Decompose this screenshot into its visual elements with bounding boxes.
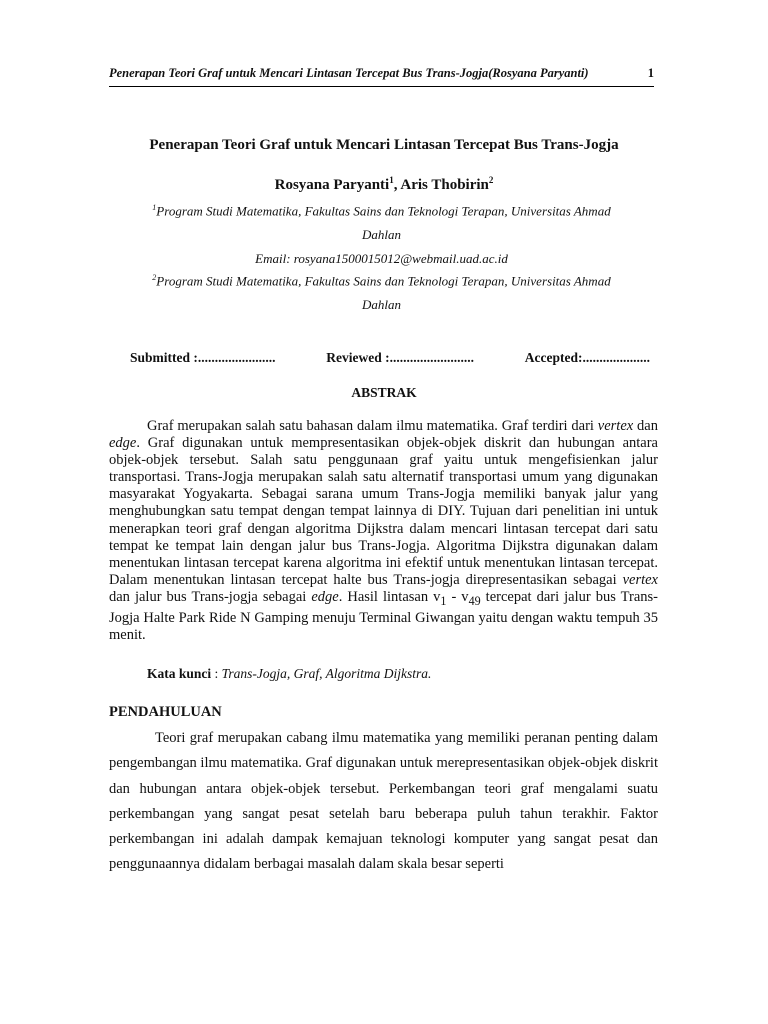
- subscript-49: 49: [468, 593, 481, 608]
- accepted-field: Accepted:....................: [524, 350, 650, 365]
- affiliation-1-mark: 1: [152, 203, 157, 212]
- author-1-mark: 1: [389, 175, 394, 185]
- affiliation-1: [109, 196, 654, 271]
- author-line: [0, 175, 768, 194]
- author-2-name: Aris Thobirin: [400, 177, 489, 193]
- author-separator: ,: [393, 177, 401, 193]
- review-dates: [130, 350, 650, 366]
- abstract-heading: ABSTRAK: [351, 385, 417, 400]
- page-number: 1: [647, 66, 654, 80]
- term-vertex: vertex: [597, 418, 634, 434]
- affiliation-2-mark: 2: [152, 273, 157, 282]
- abstract-paragraph: Graf merupakan salah satu bahasan dalam ilmu matematika. Graf terdiri dari vertex dan edge. Graf digunakan untuk mempresentasikan objek-objek diskrit dan hubungan antara objek-objek tersebut. Salah satu penggunaan graf yaitu untuk mengefisienkan jalur transportasi. Trans-Jogja merupakan salah satu alternatif transportasi umum yang digunakan masyarakat Yogyakarta. Sebagai sarana umum Trans-Jogja memiliki banyak jalur yang menghubungkan satu tempat dengan tempat lainnya di DIY. Tujuan dari penelitian ini untuk menerapkan teori graf dengan algoritma Dijkstra dalam mencari lintasan tercepat dari satu tempat ke tempat lain dengan jalur bus Trans-Jogja. Algoritma Dijkstra digunakan dalam menentukan lintasan tercepat karena algoritma ini efektif untuk menentukan lintasan tercepat. Dalam menentukan lintasan tercepat halte bus Trans-jogja direpresentasikan sebagai vertex dan jalur bus Trans-jogja sebagai edge. Hasil lintasan $v_1 - v_{49}$ tercepat dari jalur bus Trans-Jogja Halte Park Ride N Gamping menuju Terminal Giwangan yaitu dengan waktu tempuh 35 menit.: [109, 418, 658, 644]
- running-title: Penerapan Teori Graf untuk Mencari Lintasan Tercepat Bus Trans-Jogja(Rosyana Paryanti): [109, 66, 589, 80]
- affiliation-1-line-2: Dahlan: [362, 227, 401, 243]
- keywords-line: Kata kunci : Trans-Jogja, Graf, Algoritma Dijkstra.: [147, 666, 432, 681]
- section-heading-pendahuluan: PENDAHULUAN: [109, 704, 222, 720]
- affiliation-2-line-2: Dahlan: [362, 297, 401, 313]
- author-1-name: Rosyana Paryanti: [274, 177, 390, 193]
- keywords-value: Trans-Jogja, Graf, Algoritma Dijkstra.: [221, 666, 432, 681]
- affiliation-2-line-1: Program Studi Matematika, Fakultas Sains dan Teknologi Terapan, Universitas Ahmad: [156, 273, 611, 289]
- subscript-1: 1: [440, 593, 447, 608]
- affiliation-1-line-1: Program Studi Matematika, Fakultas Sains dan Teknologi Terapan, Universitas Ahmad: [156, 203, 611, 219]
- reviewed-field: Reviewed :.........................: [326, 350, 474, 365]
- submitted-field: Submitted :.......................: [130, 350, 276, 365]
- paper-title: Penerapan Teori Graf untuk Mencari Lintasan Tercepat Bus Trans-Jogja: [149, 137, 619, 153]
- author-email: Email: rosyana1500015012@webmail.uad.ac.id: [255, 251, 508, 267]
- intro-paragraph: Teori graf merupakan cabang ilmu matematika yang memiliki peranan penting dalam pengembangan ilmu matematika. Graf digunakan untuk merepresentasikan objek-objek diskrit dan hubungan antara objek-objek tersebut. Perkembangan teori graf mengalami suatu perkembangan yang sangat pesat setelah baru beberapa puluh tahun terakhir. Faktor perkembangan ini adalah dampak kemajuan teknologi komputer yang sangat pesat dan penggunaannya didalam berbagai masalah dalam skala besar seperti: [109, 730, 658, 873]
- running-header: [109, 66, 654, 87]
- affiliation-2: [109, 266, 654, 317]
- term-edge: edge: [311, 588, 339, 605]
- author-2-mark: 2: [488, 175, 494, 185]
- term-vertex: vertex: [622, 571, 658, 588]
- term-edge: edge: [109, 435, 137, 452]
- keywords-label: Kata kunci: [147, 666, 212, 681]
